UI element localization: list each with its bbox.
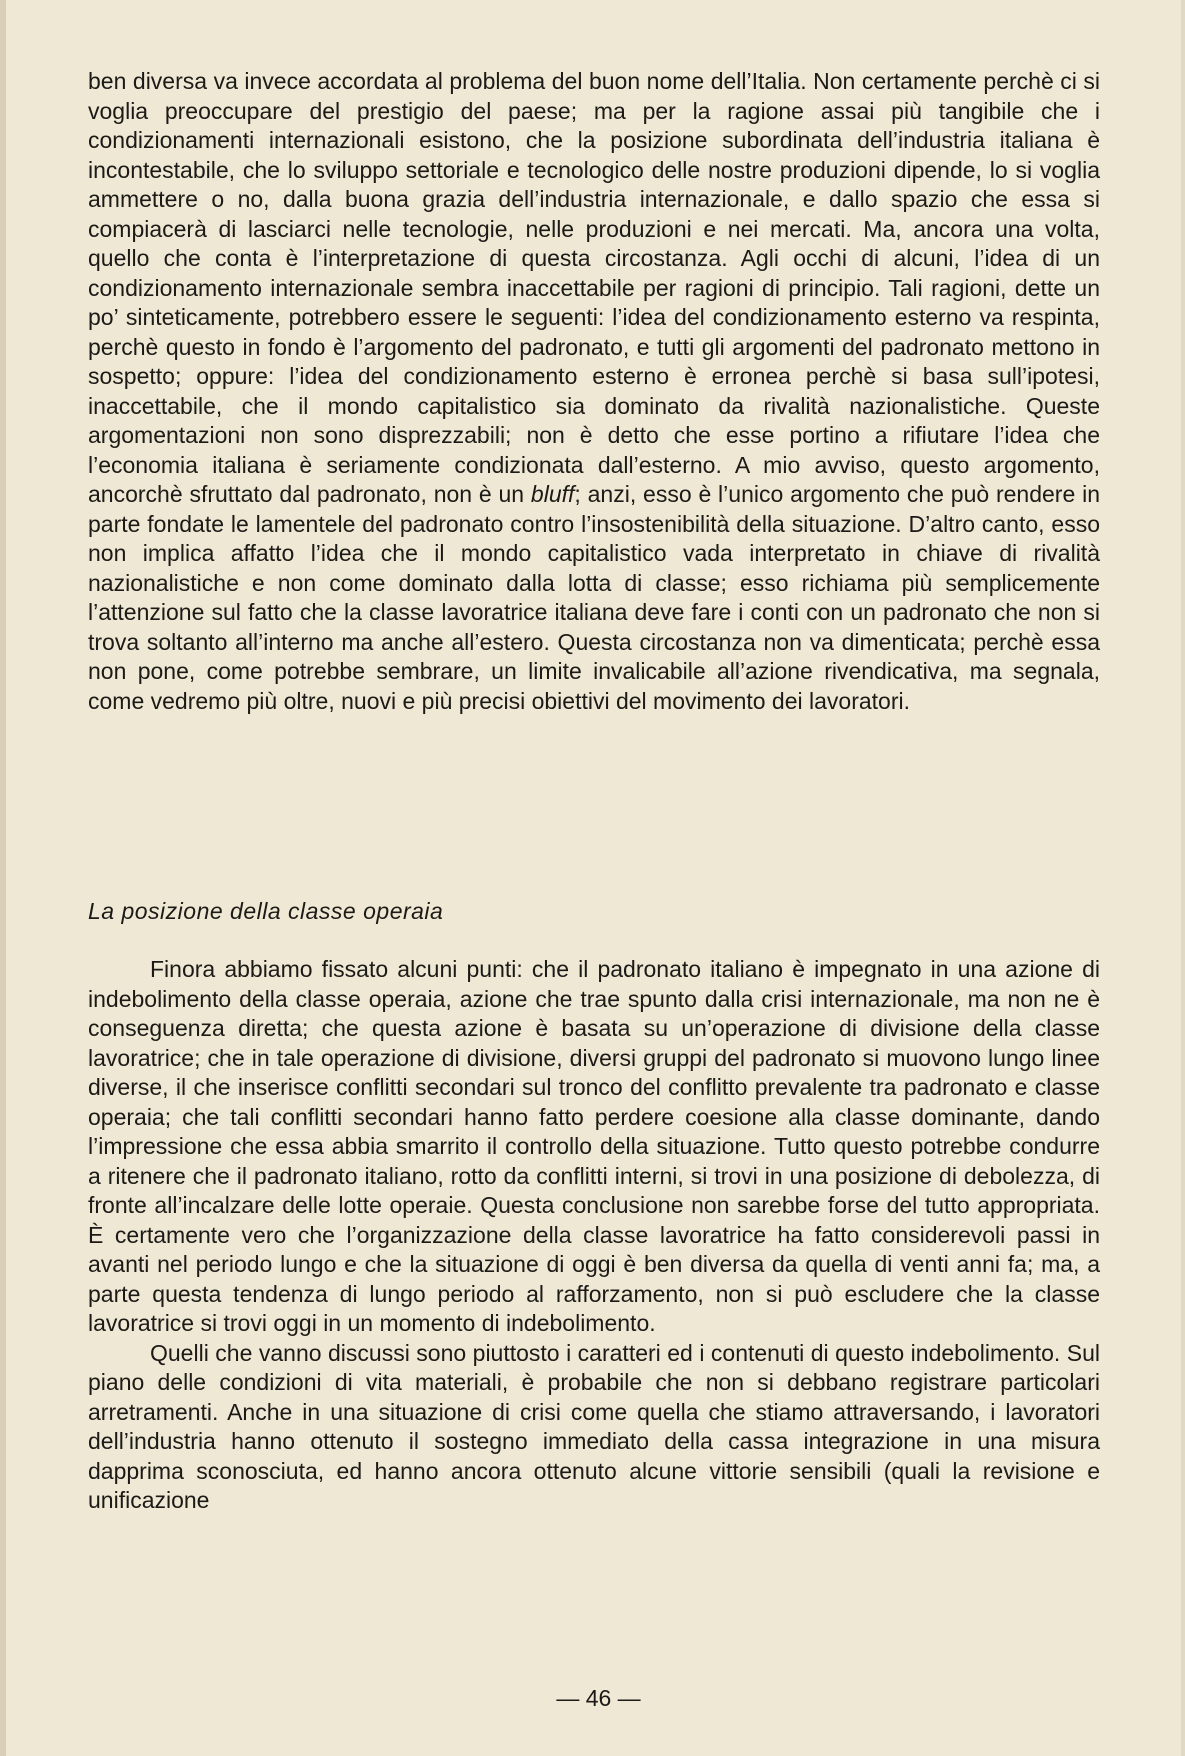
body-paragraph-3: Quelli che vanno discussi sono piuttosto i caratteri ed i contenuti di questo indebolimento. Sul piano delle condizioni di vita materiali, è probabile che non si debbano registrare particolari arretramenti. Anche in una situazione di crisi come quella che stiamo attraversando, i lavoratori dell’industria hanno ottenuto il sostegno immediato della cassa integrazione in una misura dapprima sconosciuta, ed hanno ancora ottenuto alcune vittorie sensibili (quali la revisione e unificazione — [88, 1339, 1100, 1513]
paragraph-1-part-a: ben diversa va invece accordata al problema del buon nome dell’Italia. Non certamente perchè ci si voglia preoccupare del prestigio del paese; ma per la ragione assai più tangibile che i condizionamenti internazionali esistono, che la posizione subordinata dell’industria italiana è incontestabile, che lo sviluppo settoriale e tecnologico delle nostre produzioni dipende, lo si voglia ammettere o no, dalla buona grazia dell’industria internazionale, e dallo spazio che essa si compiacerà di lasciarci nelle tecnologie, nelle produzioni e nei mercati. Ma, ancora una volta, quello che conta è l’interpretazione di questa circostanza. Agli occhi di alcuni, l’idea di un condizionamento internazionale sembra inaccettabile per ragioni di principio. Tali ragioni, dette un po’ sinteticamente, potrebbero essere le seguenti: l’idea del condizionamento esterno va respinta, perchè questo in fondo è l’argomento del padronato, e tutti gli argomenti del padronato mettono in sospetto; oppure: l’idea del condizionamento esterno è erronea perchè si basa sull’ipotesi, inaccettabile, che il mondo capitalistico sia dominato da rivalità nazionalistiche. Queste argomentazioni non sono disprezzabili; non è detto che esse portino a rifiutare l’idea che l’economia italiana è seriamente condizionata dall’esterno. A mio avviso, questo argomento, ancorchè sfruttato dal padronato, non è un — [88, 68, 1100, 507]
section-body — [88, 955, 1100, 1516]
page-number: — 46 — — [556, 1685, 641, 1711]
body-paragraph-2: Finora abbiamo fissato alcuni punti: che il padronato italiano è impegnato in una azione di indebolimento della classe operaia, azione che trae spunto dalla crisi internazionale, ma non ne è conseguenza diretta; che questa azione è basata su un’operazione di divisione della classe lavoratrice; che in tale operazione di divisione, diversi gruppi del padronato si muovono lungo linee diverse, il che inserisce conflitti secondari sul tronco del conflitto prevalente tra padronato e classe operaia; che tali conflitti secondari hanno fatto perdere coesione alla classe dominante, dando l’impressione che essa abbia smarrito il controllo della situazione. Tutto questo potrebbe condurre a ritenere che il padronato italiano, rotto da conflitti interni, si trovi in una posizione di debolezza, di fronte all’incalzare delle lotte operaie. Questa conclusione non sarebbe forse del tutto appropriata. È certamente vero che l’organizzazione della classe lavoratrice ha fatto considerevoli passi in avanti nel periodo lungo e che la situazione di oggi è ben diversa da quella di venti anni fa; ma, a parte questa tendenza di lungo periodo al rafforzamento, non si può escludere che la classe lavoratrice si trovi oggi in un momento di indebolimento. — [88, 956, 1100, 1336]
body-paragraph-1 — [88, 67, 1100, 716]
italic-word-bluff: bluff — [530, 481, 575, 507]
section-heading: La posizione della classe operaia — [88, 898, 444, 924]
paragraph-1-part-b: ; anzi, esso è l’unico argomento che può rendere in parte fondate le lamentele del padronato contro l’insostenibilità della situazione. D’altro canto, esso non implica affatto l’idea che il mondo capitalistico vada interpretato in chiave di rivalità nazionalistiche e non come dominato dalla lotta di classe; esso richiama più semplicemente l’attenzione sul fatto che la classe lavoratrice italiana deve fare i conti con un padronato che non si trova soltanto all’interno ma anche all’estero. Questa circostanza non va dimenticata; perchè essa non pone, come potrebbe sembrare, un limite invalicabile all’azione rivendicativa, ma segnala, come vedremo più oltre, nuovi e più precisi obiettivi del movimento dei lavoratori. — [88, 481, 1100, 714]
paragraph-text — [88, 67, 1100, 716]
